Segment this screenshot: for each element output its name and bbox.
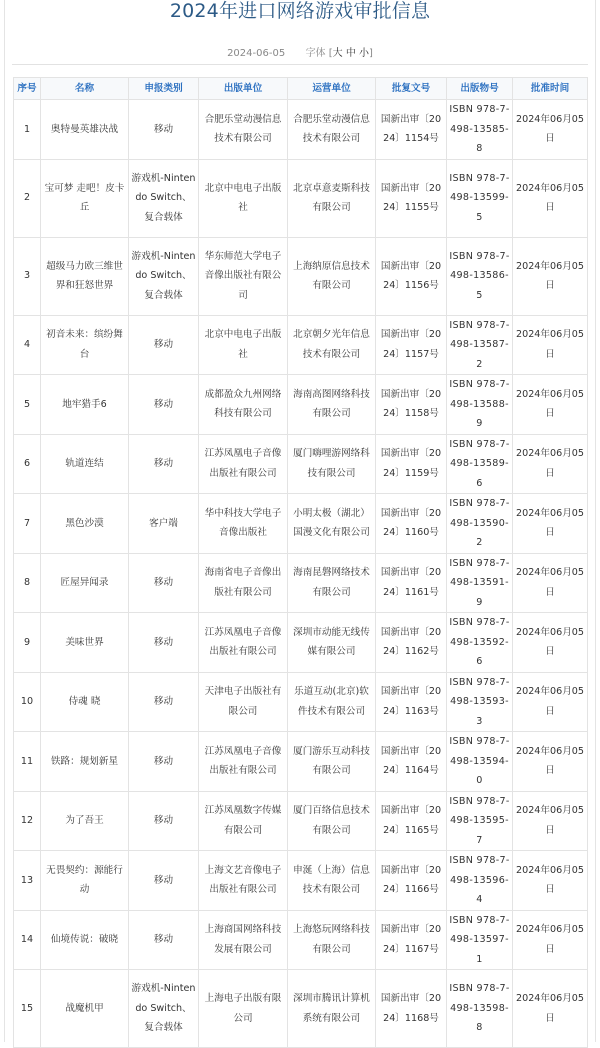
col-header-operator: 运营单位	[288, 78, 376, 100]
table-row	[14, 970, 588, 1048]
cell-publisher: 华东师范大学电子音像出版社有限公司	[199, 237, 288, 315]
cell-isbn: ISBN 978-7-498-13586-5	[447, 237, 513, 315]
cell-isbn: ISBN 978-7-498-13587-2	[447, 315, 513, 375]
cell-publisher: 成都盈众九州网络科技有限公司	[199, 375, 288, 435]
cell-operator: 合肥乐堂动漫信息技术有限公司	[288, 100, 376, 160]
cell-operator: 厦门嗨哩游网络科技有限公司	[288, 434, 376, 494]
cell-publisher: 上海电子出版有限公司	[199, 970, 288, 1048]
table-row	[14, 553, 588, 613]
cell-no: 8	[14, 553, 41, 613]
cell-publisher: 江苏凤凰数字传媒有限公司	[199, 791, 288, 851]
cell-name: 宝可梦 走吧！皮卡丘	[41, 159, 129, 237]
cell-name: 超级马力欧三维世界和狂怒世界	[41, 237, 129, 315]
cell-category: 移动	[129, 553, 199, 613]
cell-approval: 国新出审〔2024〕1163号	[376, 672, 447, 732]
table-row	[14, 434, 588, 494]
cell-no: 6	[14, 434, 41, 494]
font-medium-link[interactable]: 中	[345, 48, 356, 59]
table-row	[14, 910, 588, 970]
cell-operator: 上海纳原信息技术有限公司	[288, 237, 376, 315]
cell-operator: 厦门百络信息技术有限公司	[288, 791, 376, 851]
cell-category: 移动	[129, 672, 199, 732]
cell-isbn: ISBN 978-7-498-13589-6	[447, 434, 513, 494]
table-row	[14, 851, 588, 911]
cell-no: 13	[14, 851, 41, 911]
table-row	[14, 237, 588, 315]
cell-name: 奥特曼英雄决战	[41, 100, 129, 160]
cell-category: 移动	[129, 613, 199, 673]
cell-category: 移动	[129, 315, 199, 375]
cell-date: 2024年06月05日	[513, 375, 588, 435]
cell-date: 2024年06月05日	[513, 553, 588, 613]
cell-operator: 小明太极（湖北）国漫文化有限公司	[288, 494, 376, 554]
cell-date: 2024年06月05日	[513, 910, 588, 970]
cell-isbn: ISBN 978-7-498-13590-2	[447, 494, 513, 554]
cell-date: 2024年06月05日	[513, 237, 588, 315]
cell-isbn: ISBN 978-7-498-13598-8	[447, 970, 513, 1048]
cell-approval: 国新出审〔2024〕1166号	[376, 851, 447, 911]
cell-isbn: ISBN 978-7-498-13599-5	[447, 159, 513, 237]
cell-category: 移动	[129, 791, 199, 851]
cell-category: 移动	[129, 732, 199, 792]
cell-date: 2024年06月05日	[513, 672, 588, 732]
cell-no: 4	[14, 315, 41, 375]
cell-date: 2024年06月05日	[513, 851, 588, 911]
table-row	[14, 375, 588, 435]
cell-operator: 深圳市动能无线传媒有限公司	[288, 613, 376, 673]
cell-no: 10	[14, 672, 41, 732]
table-row	[14, 613, 588, 673]
cell-approval: 国新出审〔2024〕1165号	[376, 791, 447, 851]
cell-approval: 国新出审〔2024〕1154号	[376, 100, 447, 160]
cell-approval: 国新出审〔2024〕1156号	[376, 237, 447, 315]
cell-approval: 国新出审〔2024〕1168号	[376, 970, 447, 1048]
cell-publisher: 江苏凤凰电子音像出版社有限公司	[199, 613, 288, 673]
cell-isbn: ISBN 978-7-498-13596-4	[447, 851, 513, 911]
col-header-name: 名称	[41, 78, 129, 100]
divider	[12, 64, 588, 65]
cell-no: 2	[14, 159, 41, 237]
cell-publisher: 上海商国网络科技发展有限公司	[199, 910, 288, 970]
cell-name: 战魔机甲	[41, 970, 129, 1048]
cell-category: 游戏机-Nintendo Switch、复合载体	[129, 970, 199, 1048]
cell-operator: 厦门游乐互动科技有限公司	[288, 732, 376, 792]
table-row	[14, 494, 588, 554]
cell-no: 5	[14, 375, 41, 435]
approval-table	[13, 77, 588, 1048]
cell-no: 3	[14, 237, 41, 315]
cell-operator: 北京卓意麦斯科技有限公司	[288, 159, 376, 237]
cell-name: 为了吾王	[41, 791, 129, 851]
cell-date: 2024年06月05日	[513, 315, 588, 375]
cell-category: 移动	[129, 434, 199, 494]
font-bracket-close: ]	[369, 48, 373, 59]
cell-publisher: 华中科技大学电子音像出版社	[199, 494, 288, 554]
cell-category: 移动	[129, 100, 199, 160]
cell-isbn: ISBN 978-7-498-13591-9	[447, 553, 513, 613]
cell-operator: 海南昆磐网络技术有限公司	[288, 553, 376, 613]
cell-operator: 北京朝夕光年信息技术有限公司	[288, 315, 376, 375]
cell-date: 2024年06月05日	[513, 434, 588, 494]
table-row	[14, 791, 588, 851]
cell-date: 2024年06月05日	[513, 732, 588, 792]
cell-isbn: ISBN 978-7-498-13592-6	[447, 613, 513, 673]
cell-name: 黑色沙漠	[41, 494, 129, 554]
cell-approval: 国新出审〔2024〕1161号	[376, 553, 447, 613]
cell-publisher: 北京中电电子出版社	[199, 315, 288, 375]
cell-publisher: 江苏凤凰电子音像出版社有限公司	[199, 732, 288, 792]
cell-category: 游戏机-Nintendo Switch、复合载体	[129, 237, 199, 315]
col-header-isbn: 出版物号	[447, 78, 513, 100]
cell-publisher: 北京中电电子出版社	[199, 159, 288, 237]
cell-name: 轨道连结	[41, 434, 129, 494]
cell-approval: 国新出审〔2024〕1162号	[376, 613, 447, 673]
cell-name: 地牢猎手6	[41, 375, 129, 435]
cell-isbn: ISBN 978-7-498-13597-1	[447, 910, 513, 970]
table-row	[14, 100, 588, 160]
cell-approval: 国新出审〔2024〕1164号	[376, 732, 447, 792]
col-header-no: 序号	[14, 78, 41, 100]
cell-isbn: ISBN 978-7-498-13588-9	[447, 375, 513, 435]
cell-category: 移动	[129, 910, 199, 970]
cell-date: 2024年06月05日	[513, 613, 588, 673]
cell-category: 移动	[129, 851, 199, 911]
table-header-row	[14, 78, 588, 100]
cell-no: 15	[14, 970, 41, 1048]
cell-no: 1	[14, 100, 41, 160]
cell-operator: 申涎（上海）信息技术有限公司	[288, 851, 376, 911]
font-bracket-open: [	[328, 48, 333, 59]
page-title: 2024年进口网络游戏审批信息	[169, 0, 431, 22]
cell-category: 游戏机-Nintendo Switch、复合载体	[129, 159, 199, 237]
cell-no: 12	[14, 791, 41, 851]
font-large-link[interactable]: 大	[332, 48, 343, 59]
col-header-approval: 批复文号	[376, 78, 447, 100]
cell-no: 14	[14, 910, 41, 970]
cell-operator: 海南高图网络科技有限公司	[288, 375, 376, 435]
cell-operator: 上海悠玩网络科技有限公司	[288, 910, 376, 970]
cell-publisher: 上海文艺音像电子出版社有限公司	[199, 851, 288, 911]
table-row	[14, 159, 588, 237]
cell-no: 11	[14, 732, 41, 792]
cell-operator: 深圳市腾讯计算机系统有限公司	[288, 970, 376, 1048]
cell-isbn: ISBN 978-7-498-13593-3	[447, 672, 513, 732]
cell-name: 侍魂 晓	[41, 672, 129, 732]
font-size-label: 字体	[305, 48, 326, 59]
cell-date: 2024年06月05日	[513, 791, 588, 851]
cell-date: 2024年06月05日	[513, 970, 588, 1048]
cell-name: 美味世界	[41, 613, 129, 673]
cell-publisher: 天津电子出版社有限公司	[199, 672, 288, 732]
cell-category: 客户端	[129, 494, 199, 554]
cell-name: 初音未来：缤纷舞台	[41, 315, 129, 375]
cell-category: 移动	[129, 375, 199, 435]
cell-approval: 国新出审〔2024〕1160号	[376, 494, 447, 554]
font-small-link[interactable]: 小	[359, 48, 370, 59]
cell-publisher: 合肥乐堂动漫信息技术有限公司	[199, 100, 288, 160]
cell-approval: 国新出审〔2024〕1157号	[376, 315, 447, 375]
cell-name: 无畏契约：源能行动	[41, 851, 129, 911]
cell-approval: 国新出审〔2024〕1167号	[376, 910, 447, 970]
table-row	[14, 732, 588, 792]
col-header-date: 批准时间	[513, 78, 588, 100]
cell-publisher: 海南省电子音像出版社有限公司	[199, 553, 288, 613]
col-header-publisher: 出版单位	[199, 78, 288, 100]
cell-isbn: ISBN 978-7-498-13585-8	[447, 100, 513, 160]
col-header-category: 申报类别	[129, 78, 199, 100]
table-row	[14, 672, 588, 732]
cell-isbn: ISBN 978-7-498-13595-7	[447, 791, 513, 851]
cell-isbn: ISBN 978-7-498-13594-0	[447, 732, 513, 792]
cell-approval: 国新出审〔2024〕1155号	[376, 159, 447, 237]
cell-no: 9	[14, 613, 41, 673]
cell-approval: 国新出审〔2024〕1158号	[376, 375, 447, 435]
cell-date: 2024年06月05日	[513, 159, 588, 237]
publish-date: 2024-06-05	[227, 48, 286, 59]
cell-date: 2024年06月05日	[513, 100, 588, 160]
cell-name: 匠屋异闻录	[41, 553, 129, 613]
cell-operator: 乐道互动(北京)软件技术有限公司	[288, 672, 376, 732]
cell-date: 2024年06月05日	[513, 494, 588, 554]
cell-no: 7	[14, 494, 41, 554]
article-meta	[0, 44, 600, 59]
cell-approval: 国新出审〔2024〕1159号	[376, 434, 447, 494]
cell-name: 铁路：规划新星	[41, 732, 129, 792]
cell-name: 仙境传说：破晓	[41, 910, 129, 970]
table-row	[14, 315, 588, 375]
cell-publisher: 江苏凤凰电子音像出版社有限公司	[199, 434, 288, 494]
